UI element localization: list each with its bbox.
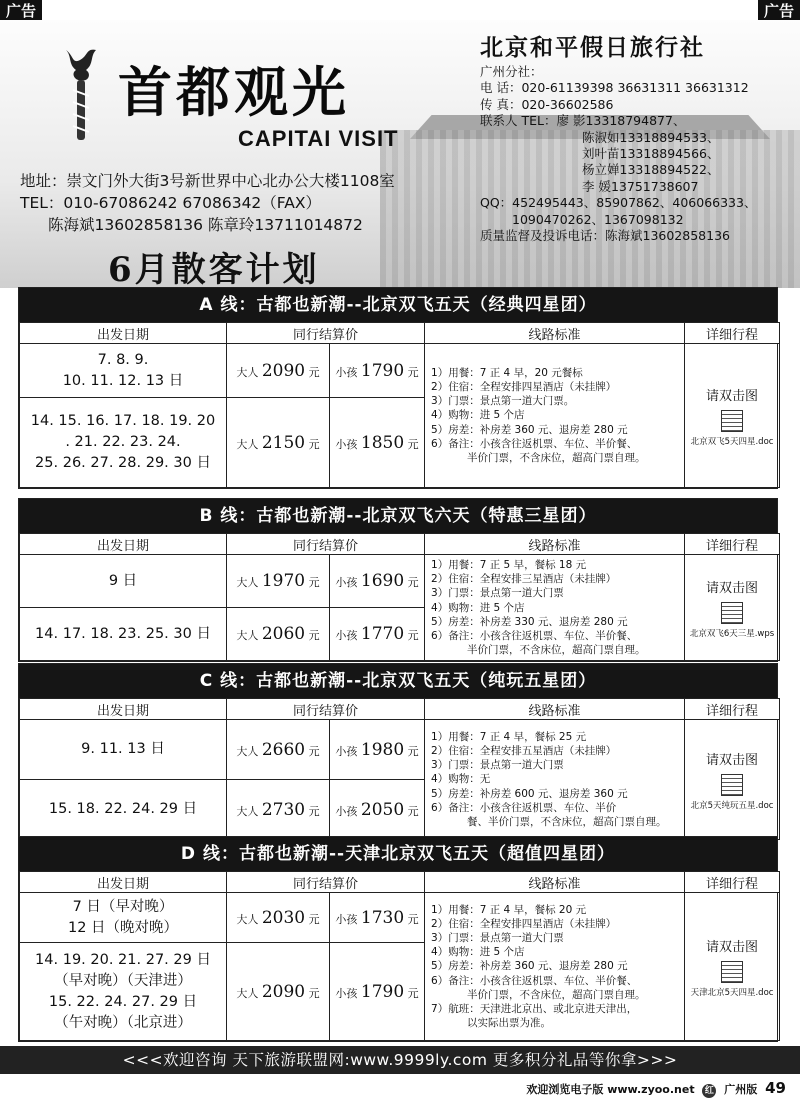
child-price xyxy=(330,608,425,661)
adult-price xyxy=(227,555,330,608)
child-price-value: 1850 xyxy=(360,432,405,453)
page-info xyxy=(526,1079,786,1098)
logo-symbol-icon xyxy=(58,46,104,144)
document-icon[interactable] xyxy=(721,410,743,432)
departure-dates xyxy=(20,398,227,488)
departure-dates xyxy=(20,943,227,1041)
route-table xyxy=(19,698,780,840)
header xyxy=(0,20,800,288)
agency-contact-4: 杨立婵13318894522、 xyxy=(582,162,720,178)
header-price: 同行结算价 xyxy=(227,323,425,344)
standard-line: 4）购物：进 5 个店 xyxy=(431,409,525,422)
adult-price-label: 大人 xyxy=(236,744,259,758)
adult-price-label: 大人 xyxy=(236,804,259,818)
standard-line: 2）住宿：全程安排三星酒店（未挂牌） xyxy=(431,573,617,586)
child-price-value: 1690 xyxy=(360,571,405,592)
header-price: 同行结算价 xyxy=(227,699,425,720)
adult-price xyxy=(227,943,330,1041)
child-price-label: 小孩 xyxy=(335,912,358,926)
child-price xyxy=(330,893,425,943)
standard-line: 1）用餐：7 正 4 早，餐标 25 元 xyxy=(431,730,587,743)
route-table xyxy=(19,871,780,1041)
brand-english: CAPITAI VISIT xyxy=(238,126,399,151)
child-price xyxy=(330,344,425,398)
table-row xyxy=(20,720,780,780)
standard-line: 5）房差：补房差 330 元、退房差 280 元 xyxy=(431,615,628,628)
date-line: （午对晚）（北京进） xyxy=(54,1014,192,1031)
adult-price-value: 2090 xyxy=(261,981,306,1002)
route-c xyxy=(18,663,778,841)
child-price xyxy=(330,555,425,608)
standard-line: 6）备注：小孩含往返机票、车位、半价 xyxy=(431,801,617,814)
departure-dates xyxy=(20,720,227,780)
route-title: A 线：古都也新潮--北京双飞五天（经典四星团） xyxy=(19,288,777,322)
standard-line: 6）备注：小孩含往返机票、车位、半价餐、 xyxy=(431,437,638,450)
child-price-value: 1980 xyxy=(360,739,405,760)
standard-line: 3）门票：景点第一道大门票 xyxy=(431,931,564,944)
adult-price-label: 大人 xyxy=(236,576,259,590)
standard-line: 6）备注：小孩含往返机票、车位、半价餐、 xyxy=(431,974,638,987)
departure-dates xyxy=(20,344,227,398)
header-price: 同行结算价 xyxy=(227,534,425,555)
currency-unit: 元 xyxy=(407,986,419,1000)
adult-price-value: 1970 xyxy=(261,571,306,592)
brand-contact-block xyxy=(20,170,395,236)
standard-line: 5）房差：补房差 360 元、退房差 280 元 xyxy=(431,423,628,436)
child-price xyxy=(330,780,425,840)
table-header-row xyxy=(20,699,780,720)
standard-line: 1）用餐：7 正 4 早，20 元餐标 xyxy=(431,366,583,379)
ad-label-right: 广告 xyxy=(758,0,800,22)
child-price-value: 1790 xyxy=(360,360,405,381)
itinerary-link[interactable] xyxy=(685,344,780,488)
adult-price-value: 2030 xyxy=(261,907,306,928)
brand-title: 首都观光 xyxy=(118,60,350,124)
itinerary-link[interactable] xyxy=(685,555,780,661)
table-row xyxy=(20,893,780,943)
itinerary-link[interactable] xyxy=(685,720,780,840)
child-price-label: 小孩 xyxy=(335,576,358,590)
brand-address: 地址：崇文门外大街3号新世界中心北办公大楼1108室 xyxy=(20,172,395,190)
agency-qq-1: QQ：452495443、85907862、406066333、 xyxy=(480,195,757,211)
date-line: 15. 22. 24. 27. 29 日 xyxy=(48,993,198,1010)
table-header-row xyxy=(20,323,780,344)
date-line: 9. 11. 13 日 xyxy=(81,741,165,757)
child-price-label: 小孩 xyxy=(335,629,358,643)
page-info-site: 欢迎浏览电子版 www.zyoo.net xyxy=(526,1083,695,1096)
route-title: C 线：古都也新潮--北京双飞五天（纯玩五星团） xyxy=(19,664,777,698)
child-price-value: 1770 xyxy=(360,624,405,645)
date-line: 10. 11. 12. 13 日 xyxy=(62,372,184,389)
currency-unit: 元 xyxy=(308,629,320,643)
plan-title: 6月散客计划 xyxy=(108,250,320,288)
departure-dates xyxy=(20,893,227,943)
header-standard: 线路标准 xyxy=(425,534,685,555)
table-row xyxy=(20,555,780,608)
itinerary-filename[interactable]: 北京5天纯玩五星.doc xyxy=(690,800,774,811)
itinerary-link[interactable] xyxy=(685,893,780,1041)
standard-line: 2）住宿：全程安排四星酒店（未挂牌） xyxy=(431,380,617,393)
header-detail: 详细行程 xyxy=(685,323,780,344)
route-table xyxy=(19,533,780,661)
date-line: （早对晚）（天津进） xyxy=(54,972,192,989)
adult-price-label: 大人 xyxy=(236,912,259,926)
header-price: 同行结算价 xyxy=(227,872,425,893)
standard-line: 3）门票：景点第一道大门票 xyxy=(431,587,564,600)
standard-line: 6）备注：小孩含往返机票、车位、半价餐、 xyxy=(431,630,638,643)
child-price-value: 2050 xyxy=(360,799,405,820)
standard-line: 7）航班：天津进北京出、或北京进天津出， xyxy=(431,1003,638,1015)
adult-price-label: 大人 xyxy=(236,986,259,1000)
currency-unit: 元 xyxy=(308,365,320,379)
currency-unit: 元 xyxy=(407,804,419,818)
itinerary-filename[interactable]: 天津北京5天四星.doc xyxy=(690,987,774,998)
date-line: 14. 17. 18. 23. 25. 30 日 xyxy=(35,625,211,642)
double-click-hint: 请双击图 xyxy=(706,580,759,596)
adult-price-value: 2730 xyxy=(261,799,306,820)
route-a xyxy=(18,287,778,489)
currency-unit: 元 xyxy=(407,437,419,451)
agency-contact-label: 联系人 TEL： xyxy=(480,113,557,129)
route-d xyxy=(18,836,778,1042)
standard-line: 半价门票，不含床位，超高门票自理。 xyxy=(467,452,646,464)
standard-line: 餐、半价门票，不含床位，超高门票自理。 xyxy=(467,816,667,828)
currency-unit: 元 xyxy=(308,576,320,590)
route-standards xyxy=(425,720,685,840)
page-info-edition: 广州版 xyxy=(724,1083,758,1096)
currency-unit: 元 xyxy=(308,744,320,758)
route-standards xyxy=(425,344,685,488)
standard-line: 半价门票，不含床位，超高门票自理。 xyxy=(467,644,646,657)
agency-branch: 广州分社： xyxy=(480,64,543,79)
currency-unit: 元 xyxy=(407,365,419,379)
currency-unit: 元 xyxy=(407,576,419,590)
standard-line: 1）用餐：7 正 5 早，餐标 18 元 xyxy=(431,559,587,571)
child-price-label: 小孩 xyxy=(335,437,358,451)
date-line: 14. 19. 20. 21. 27. 29 日 xyxy=(35,951,211,968)
standard-line: 5）房差：补房差 360 元、退房差 280 元 xyxy=(431,960,628,973)
document-icon[interactable] xyxy=(721,961,743,983)
agency-contact-5: 李 媛13751738607 xyxy=(582,178,699,194)
table-header-row xyxy=(20,534,780,555)
child-price xyxy=(330,720,425,780)
departure-dates xyxy=(20,608,227,661)
adult-price-value: 2660 xyxy=(261,739,306,760)
agency-fax: 传 真：020-36602586 xyxy=(480,96,614,112)
agency-contact-line xyxy=(480,113,796,129)
currency-unit: 元 xyxy=(308,912,320,926)
route-standards xyxy=(425,893,685,1041)
agency-contact-3: 刘叶苗13318894566、 xyxy=(582,146,720,162)
itinerary-filename[interactable]: 北京双飞6天三星.wps xyxy=(689,628,775,639)
header-date: 出发日期 xyxy=(20,534,227,555)
adult-price xyxy=(227,398,330,488)
standard-line: 2）住宿：全程安排五星酒店（未挂牌） xyxy=(431,744,617,757)
standard-line: 1）用餐：7 正 4 早，餐标 20 元 xyxy=(431,903,587,916)
adult-price-label: 大人 xyxy=(236,629,259,643)
route-standards xyxy=(425,555,685,661)
date-line: 15. 18. 22. 24. 29 日 xyxy=(48,801,198,817)
header-detail: 详细行程 xyxy=(685,699,780,720)
header-standard: 线路标准 xyxy=(425,323,685,344)
child-price-label: 小孩 xyxy=(335,986,358,1000)
currency-unit: 元 xyxy=(407,629,419,643)
route-title: D 线：古都也新潮--天津北京双飞五天（超值四星团） xyxy=(19,837,777,871)
date-line: 25. 26. 27. 28. 29. 30 日 xyxy=(35,455,211,471)
child-price-value: 1730 xyxy=(360,907,405,928)
agency-complaint: 质量监督及投诉电话：陈海斌13602858136 xyxy=(480,228,730,244)
agency-qq-2: 1090470262、1367098132 xyxy=(512,211,684,227)
brand-contacts: 陈海斌13602858136 陈章玲13711014872 xyxy=(48,216,363,234)
header-detail: 详细行程 xyxy=(685,872,780,893)
adult-price-value: 2060 xyxy=(261,624,306,645)
date-line: . 21. 22. 23. 24. xyxy=(65,434,181,450)
currency-unit: 元 xyxy=(407,912,419,926)
child-price xyxy=(330,943,425,1041)
agency-contact-2: 陈淑如13318894533、 xyxy=(582,129,720,145)
agency-name: 北京和平假日旅行社 xyxy=(480,35,705,61)
itinerary-filename[interactable]: 北京双飞5天四星.doc xyxy=(690,436,774,447)
date-line: 12 日（晚对晚） xyxy=(67,919,179,936)
date-line: 7 日（早对晚） xyxy=(72,898,174,915)
standard-line: 2）住宿：全程安排四星酒店（未挂牌） xyxy=(431,917,617,930)
child-price xyxy=(330,398,425,488)
date-line: 14. 15. 16. 17. 18. 19. 20 xyxy=(30,413,216,429)
departure-dates xyxy=(20,780,227,840)
adult-price-label: 大人 xyxy=(236,365,259,379)
document-icon[interactable] xyxy=(721,602,743,624)
adult-price-label: 大人 xyxy=(236,437,259,451)
standard-line: 5）房差：补房差 600 元、退房差 360 元 xyxy=(431,787,628,800)
child-price-value: 1790 xyxy=(360,981,405,1002)
currency-unit: 元 xyxy=(308,804,320,818)
page-number: 49 xyxy=(765,1079,786,1097)
departure-dates xyxy=(20,555,227,608)
adult-price xyxy=(227,608,330,661)
ad-label-left: 广告 xyxy=(0,0,42,22)
header-standard: 线路标准 xyxy=(425,699,685,720)
standard-line: 半价门票，不含床位，超高门票自理。 xyxy=(467,988,646,1001)
route-title: B 线：古都也新潮--北京双飞六天（特惠三星团） xyxy=(19,499,777,533)
standard-line: 4）购物：无 xyxy=(431,773,491,786)
edition-badge-icon: 红 xyxy=(702,1084,716,1098)
header-detail: 详细行程 xyxy=(685,534,780,555)
header-standard: 线路标准 xyxy=(425,872,685,893)
agency-block xyxy=(480,34,796,244)
standard-line: 3）门票：景点第一道大门票 xyxy=(431,759,564,772)
adult-price-value: 2150 xyxy=(261,432,306,453)
route-table xyxy=(19,322,780,488)
adult-price xyxy=(227,344,330,398)
adult-price xyxy=(227,720,330,780)
route-b xyxy=(18,498,778,662)
double-click-hint: 请双击图 xyxy=(706,752,759,768)
double-click-hint: 请双击图 xyxy=(706,388,759,404)
standard-line: 4）购物：进 5 个店 xyxy=(431,946,525,959)
header-date: 出发日期 xyxy=(20,699,227,720)
standard-line: 3）门票：景点第一道大门票。 xyxy=(431,395,575,408)
header-date: 出发日期 xyxy=(20,323,227,344)
table-row xyxy=(20,344,780,398)
standard-line: 以实际出票为准。 xyxy=(467,1017,552,1030)
adult-price xyxy=(227,780,330,840)
brand-tel: TEL：010-67086242 67086342（FAX） xyxy=(20,194,322,212)
child-price-label: 小孩 xyxy=(335,744,358,758)
date-line: 7. 8. 9. xyxy=(97,351,149,368)
table-header-row xyxy=(20,872,780,893)
currency-unit: 元 xyxy=(407,744,419,758)
currency-unit: 元 xyxy=(308,986,320,1000)
currency-unit: 元 xyxy=(308,437,320,451)
child-price-label: 小孩 xyxy=(335,804,358,818)
footer-banner: <<<欢迎咨询 天下旅游联盟网:www.9999ly.com 更多积分礼品等你拿>>> xyxy=(0,1046,800,1074)
double-click-hint: 请双击图 xyxy=(706,939,759,955)
child-price-label: 小孩 xyxy=(335,365,358,379)
document-icon[interactable] xyxy=(721,774,743,796)
adult-price-value: 2090 xyxy=(261,360,306,381)
date-line: 9 日 xyxy=(108,572,138,589)
adult-price xyxy=(227,893,330,943)
header-date: 出发日期 xyxy=(20,872,227,893)
agency-contact-1: 廖 影13318794877、 xyxy=(556,113,686,129)
standard-line: 4）购物：进 5 个店 xyxy=(431,601,525,614)
agency-phone: 电 话：020-61139398 36631311 36631312 xyxy=(480,80,749,96)
